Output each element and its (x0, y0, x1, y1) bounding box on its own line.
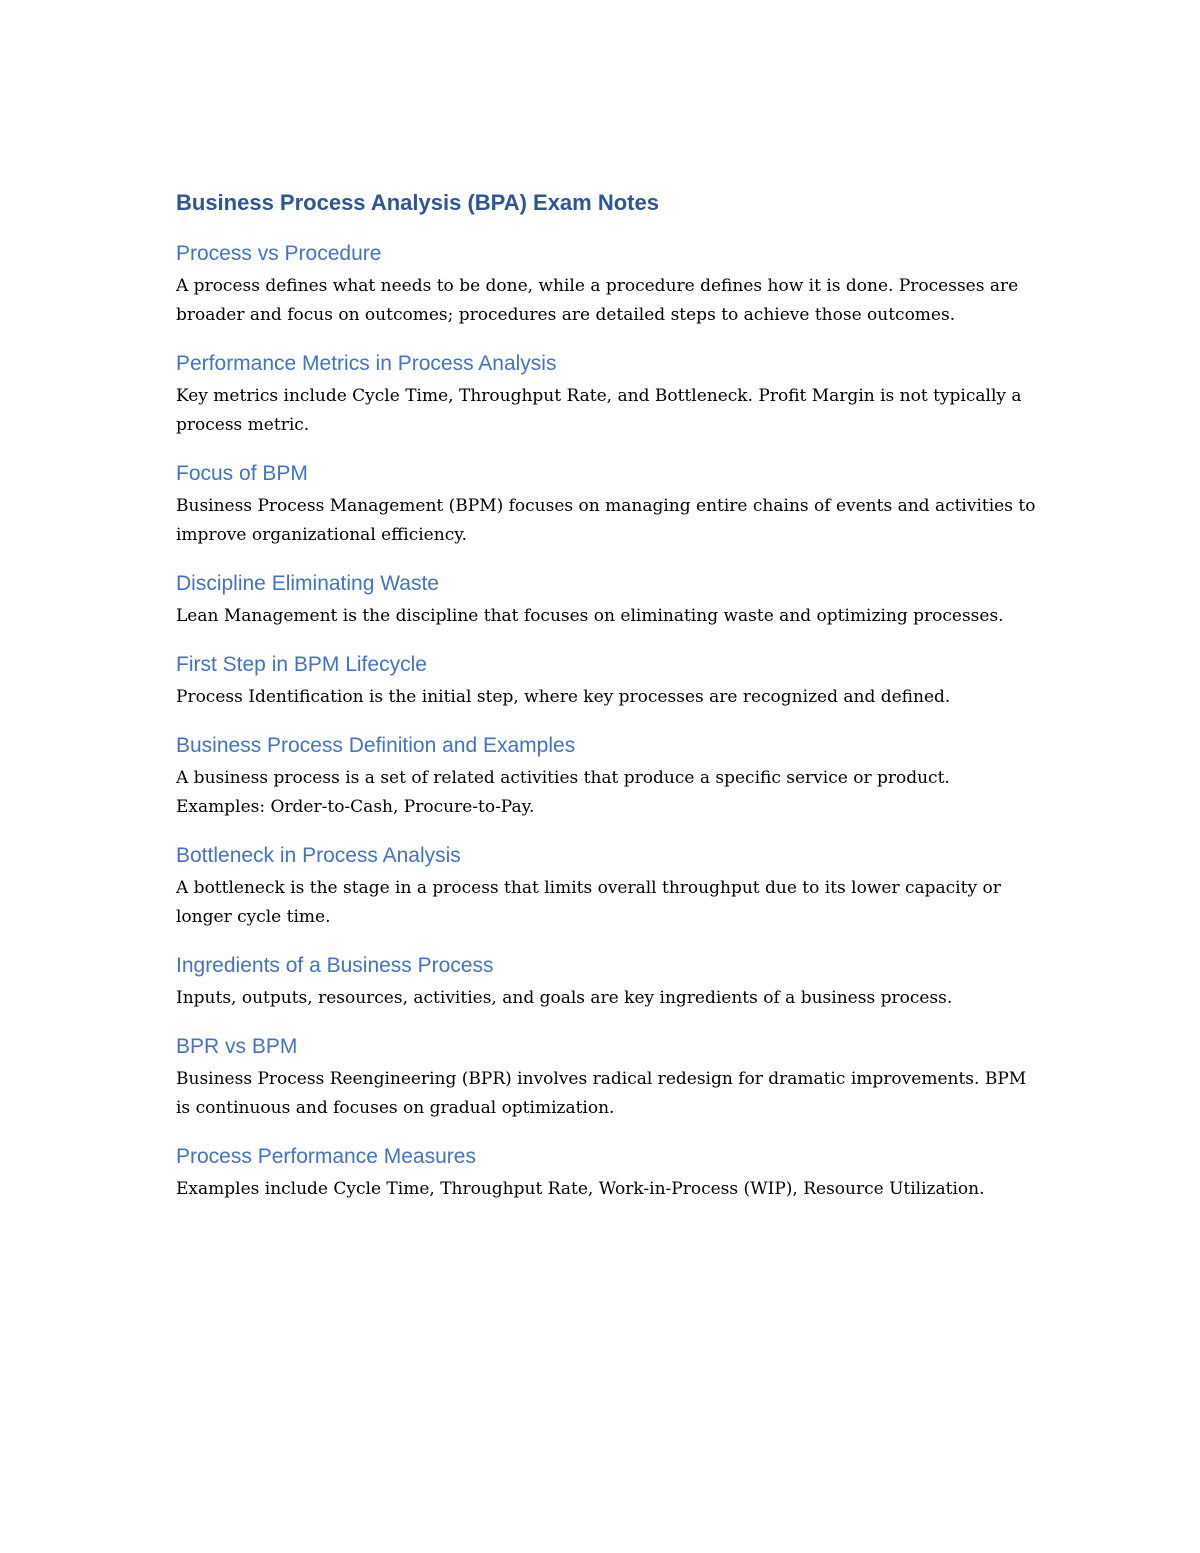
section-body: Lean Management is the discipline that focuses on eliminating waste and optimizing processes. (176, 606, 1004, 626)
section-process-performance-measures (176, 1143, 1036, 1204)
section-heading: Business Process Definition and Examples (176, 734, 576, 757)
section-ingredients (176, 952, 1036, 1013)
section-heading: BPR vs BPM (176, 1035, 298, 1058)
section-body: Business Process Reengineering (BPR) involves radical redesign for dramatic improvements. BPM is continuous and focuses on gradual optimization. (176, 1069, 1027, 1118)
section-bottleneck (176, 842, 1036, 932)
section-discipline-eliminating-waste (176, 570, 1036, 631)
section-bpr-vs-bpm (176, 1033, 1036, 1123)
section-body: A bottleneck is the stage in a process that limits overall throughput due to its lower capacity or longer cycle time. (176, 878, 1001, 927)
section-body: Process Identification is the initial step, where key processes are recognized and defined. (176, 687, 951, 707)
section-heading: Process Performance Measures (176, 1145, 476, 1168)
section-body: Key metrics include Cycle Time, Throughput Rate, and Bottleneck. Profit Margin is not typically a process metric. (176, 386, 1022, 435)
section-heading: Bottleneck in Process Analysis (176, 844, 461, 867)
section-body: A business process is a set of related activities that produce a specific service or product. Examples: Order-to-Cash, Procure-to-Pay. (176, 768, 950, 817)
section-body: Examples include Cycle Time, Throughput Rate, Work-in-Process (WIP), Resource Utilization. (176, 1179, 985, 1199)
section-business-process-definition (176, 732, 1036, 822)
section-first-step-bpm-lifecycle (176, 651, 1036, 712)
section-heading: Focus of BPM (176, 462, 308, 485)
document-title: Business Process Analysis (BPA) Exam Notes (176, 190, 659, 215)
section-focus-of-bpm (176, 460, 1036, 550)
section-performance-metrics (176, 350, 1036, 440)
section-heading: Ingredients of a Business Process (176, 954, 494, 977)
section-heading: First Step in BPM Lifecycle (176, 653, 427, 676)
section-body: Business Process Management (BPM) focuses on managing entire chains of events and activities to improve organizational efficiency. (176, 496, 1036, 545)
section-heading: Discipline Eliminating Waste (176, 572, 439, 595)
section-body: A process defines what needs to be done, while a procedure defines how it is done. Processes are broader and focus on outcomes; procedures are detailed steps to achieve those outcomes. (176, 276, 1019, 325)
section-heading: Performance Metrics in Process Analysis (176, 352, 557, 375)
section-heading: Process vs Procedure (176, 242, 382, 265)
section-process-vs-procedure (176, 240, 1036, 330)
document-page (176, 188, 1036, 1224)
section-body: Inputs, outputs, resources, activities, and goals are key ingredients of a business process. (176, 988, 953, 1008)
